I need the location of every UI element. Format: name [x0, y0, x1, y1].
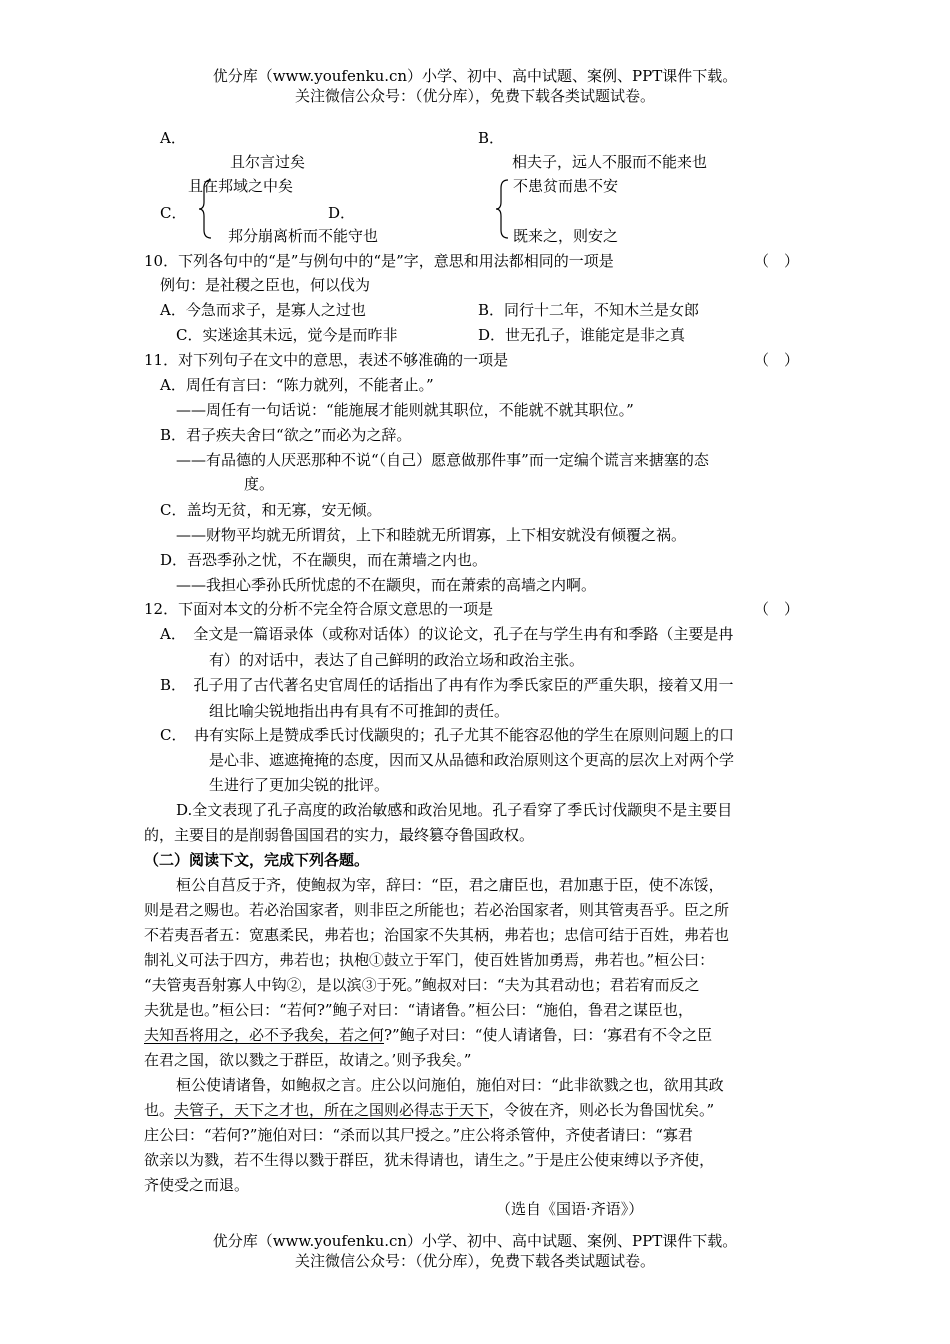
q10-stem: 10．下列各句中的“是”与例句中的“是”字，意思和用法都相同的一项是 [144, 252, 614, 270]
passage-p1-line-5: “夫管夷吾射寡人中钩②，是以滨③于死。”鲍叔对曰：“夫为其君动也；君若宥而反之 [144, 976, 700, 994]
passage-p2-line-4: 欲亲以为戮，若不生得以戮于群臣，犹未得请也，请生之。”于是庄公使束缚以予齐使， [144, 1151, 715, 1169]
q12-option-c: C． 冉有实际上是赞成季氏讨伐颛臾的；孔子尤其不能容忍他的学生在原则问题上的口 [160, 726, 734, 744]
q10-option-d: D．世无孔子，谁能定是非之真 [478, 326, 686, 344]
q9-option-c-top: 且在邦域之中矣 [188, 177, 294, 195]
q11-option-b: B．君子疾夫舍曰“欲之”而必为之辞。 [160, 426, 412, 444]
q9-option-a-label: A． [160, 129, 186, 147]
q12-option-b-cont: 组比喻尖锐地指出冉有具有不可推卸的责任。 [209, 702, 510, 720]
q11-stem: 11．对下列句子在文中的意思，表述不够准确的一项是 [144, 351, 509, 369]
passage-p1-line-8: 在君之国，欲以戮之于群臣，故请之。’则予我矣。” [144, 1051, 472, 1069]
q11-option-a: A．周任有言曰：“陈力就列，不能者止。” [160, 376, 434, 394]
q9-option-c-brace-icon [197, 178, 213, 240]
q9-option-d-label: D． [328, 204, 356, 222]
q11-option-c: C．盖均无贫，和无寡，安无倾。 [160, 501, 382, 519]
passage-p1-line-7-rest: ?”鲍子对曰：“使人请诸鲁，曰：‘寡君有不令之臣 [384, 1026, 713, 1044]
q11-option-a-translation: ——周任有一句话说：“能施展才能则就其职位，不能就不就其职位。” [176, 401, 634, 419]
page-header-line-1: 优分库（www.youfenku.cn）小学、初中、高中试题、案例、PPT课件下载。 [212, 67, 738, 85]
page-footer-line-2: 关注微信公众号：（优分库），免费下载各类试题试卷。 [294, 1252, 655, 1270]
passage-p1-line-1: 桓公自莒反于齐，使鲍叔为宰，辞曰：“臣，君之庸臣也，君加惠于臣，使不冻馁， [176, 876, 724, 894]
passage-underlined-sentence-2: 夫管子，天下之才也，所在之国则必得志于天下 [174, 1101, 490, 1119]
q12-stem: 12．下面对本文的分析不完全符合原文意思的一项是 [144, 600, 494, 618]
q9-option-b-text: 相夫子，远人不服而不能来也 [512, 153, 708, 171]
q11-answer-paren: （ ） [754, 351, 800, 369]
q10-example: 例句：是社稷之臣也，何以伐为 [160, 276, 371, 294]
q9-option-d-bottom: 既来之，则安之 [513, 227, 619, 245]
section-2-heading: （二）阅读下文，完成下列各题。 [144, 851, 370, 869]
q9-option-c-label: C． [160, 204, 187, 222]
q12-option-c-cont-1: 是心非、遮遮掩掩的态度，因而又从品德和政治原则这个更高的层次上对两个学 [209, 751, 735, 769]
q10-option-a: A．今急而求子，是寡人之过也 [160, 301, 366, 319]
q11-option-c-translation: ——财物平均就无所谓贫，上下和睦就无所谓寡，上下相安就没有倾覆之祸。 [176, 526, 687, 544]
passage-p2-line-2-pre: 也。 [144, 1101, 175, 1119]
q11-option-b-translation-cont: 度。 [244, 475, 275, 493]
q11-option-b-translation: ——有品德的人厌恶那种不说“（自己）愿意做那件事”而一定编个谎言来搪塞的态 [176, 451, 709, 469]
q9-option-a-text: 且尔言过矣 [230, 153, 306, 171]
passage-p1-line-2: 则是君之赐也。若必治国家者，则非臣之所能也；若必治国家者，则其管夷吾乎。臣之所 [144, 901, 730, 919]
q10-answer-paren: （ ） [754, 252, 800, 270]
q11-option-d: D．吾恐季孙之忧，不在颛臾，而在萧墙之内也。 [160, 551, 488, 569]
passage-p2-line-1: 桓公使请诸鲁，如鲍叔之言。庄公以问施伯，施伯对曰：“此非欲戮之也，欲用其政 [176, 1076, 724, 1094]
q9-option-b-label: B． [478, 129, 505, 147]
q12-option-d-cont: 的，主要目的是削弱鲁国国君的实力，最终篡夺鲁国政权。 [144, 826, 535, 844]
page-header-line-2: 关注微信公众号：（优分库），免费下载各类试题试卷。 [294, 87, 655, 105]
q10-option-b: B．同行十二年，不知木兰是女郎 [478, 301, 700, 319]
passage-p1-line-3: 不若夷吾者五：宽惠柔民，弗若也；治国家不失其柄，弗若也；忠信可结于百姓，弗若也 [144, 926, 730, 944]
passage-p2-line-2-rest: ，令彼在齐，则必长为鲁国忧矣。” [489, 1101, 715, 1119]
passage-source: （选自《国语·齐语》） [496, 1200, 644, 1218]
passage-underlined-sentence-1: 夫知吾将用之，必不予我矣，若之何 [144, 1026, 385, 1044]
passage-p2-line-2 [144, 1100, 714, 1120]
q9-option-c-bottom: 邦分崩离析而不能守也 [228, 227, 379, 245]
q12-option-b: B． 孔子用了古代著名史官周任的话指出了冉有作为季氏家臣的严重失职，接着又用一 [160, 676, 734, 694]
passage-p1-line-6: 夫犹是也。”桓公曰：“若何?”鲍子对曰：“请诸鲁。”桓公曰：“施伯，鲁君之谋臣也， [144, 1001, 694, 1019]
q11-option-d-translation: ——我担心季孙氏所忧虑的不在颛臾，而在萧索的高墙之内啊。 [176, 576, 597, 594]
passage-p2-line-3: 庄公曰：“若何?”施伯对曰：“杀而以其尸授之。”庄公将杀管仲，齐使者请曰：“寡君 [144, 1126, 693, 1144]
q10-option-c: C．实迷途其未远，觉今是而昨非 [176, 326, 398, 344]
q12-answer-paren: （ ） [754, 600, 800, 618]
q12-option-a-cont: 有）的对话中，表达了自己鲜明的政治立场和政治主张。 [209, 651, 585, 669]
q9-option-d-brace-icon [494, 178, 510, 240]
passage-p1-line-4: 制礼义可法于四方，弗若也；执枹①鼓立于军门，使百姓皆加勇焉，弗若也。”桓公曰： [144, 951, 715, 969]
passage-p2-line-5: 齐使受之而退。 [144, 1176, 250, 1194]
q12-option-a: A． 全文是一篇语录体（或称对话体）的议论文，孔子在与学生冉有和季路（主要是冉 [160, 625, 734, 643]
q12-option-c-cont-2: 生进行了更加尖锐的批评。 [209, 776, 390, 794]
q12-option-d: D.全文表现了孔子高度的政治敏感和政治见地。孔子看穿了季氏讨伐颛臾不是主要目 [176, 801, 733, 819]
passage-p1-line-7 [144, 1025, 712, 1045]
page-footer-line-1: 优分库（www.youfenku.cn）小学、初中、高中试题、案例、PPT课件下载。 [212, 1232, 738, 1250]
q9-option-d-top: 不患贫而患不安 [513, 177, 619, 195]
